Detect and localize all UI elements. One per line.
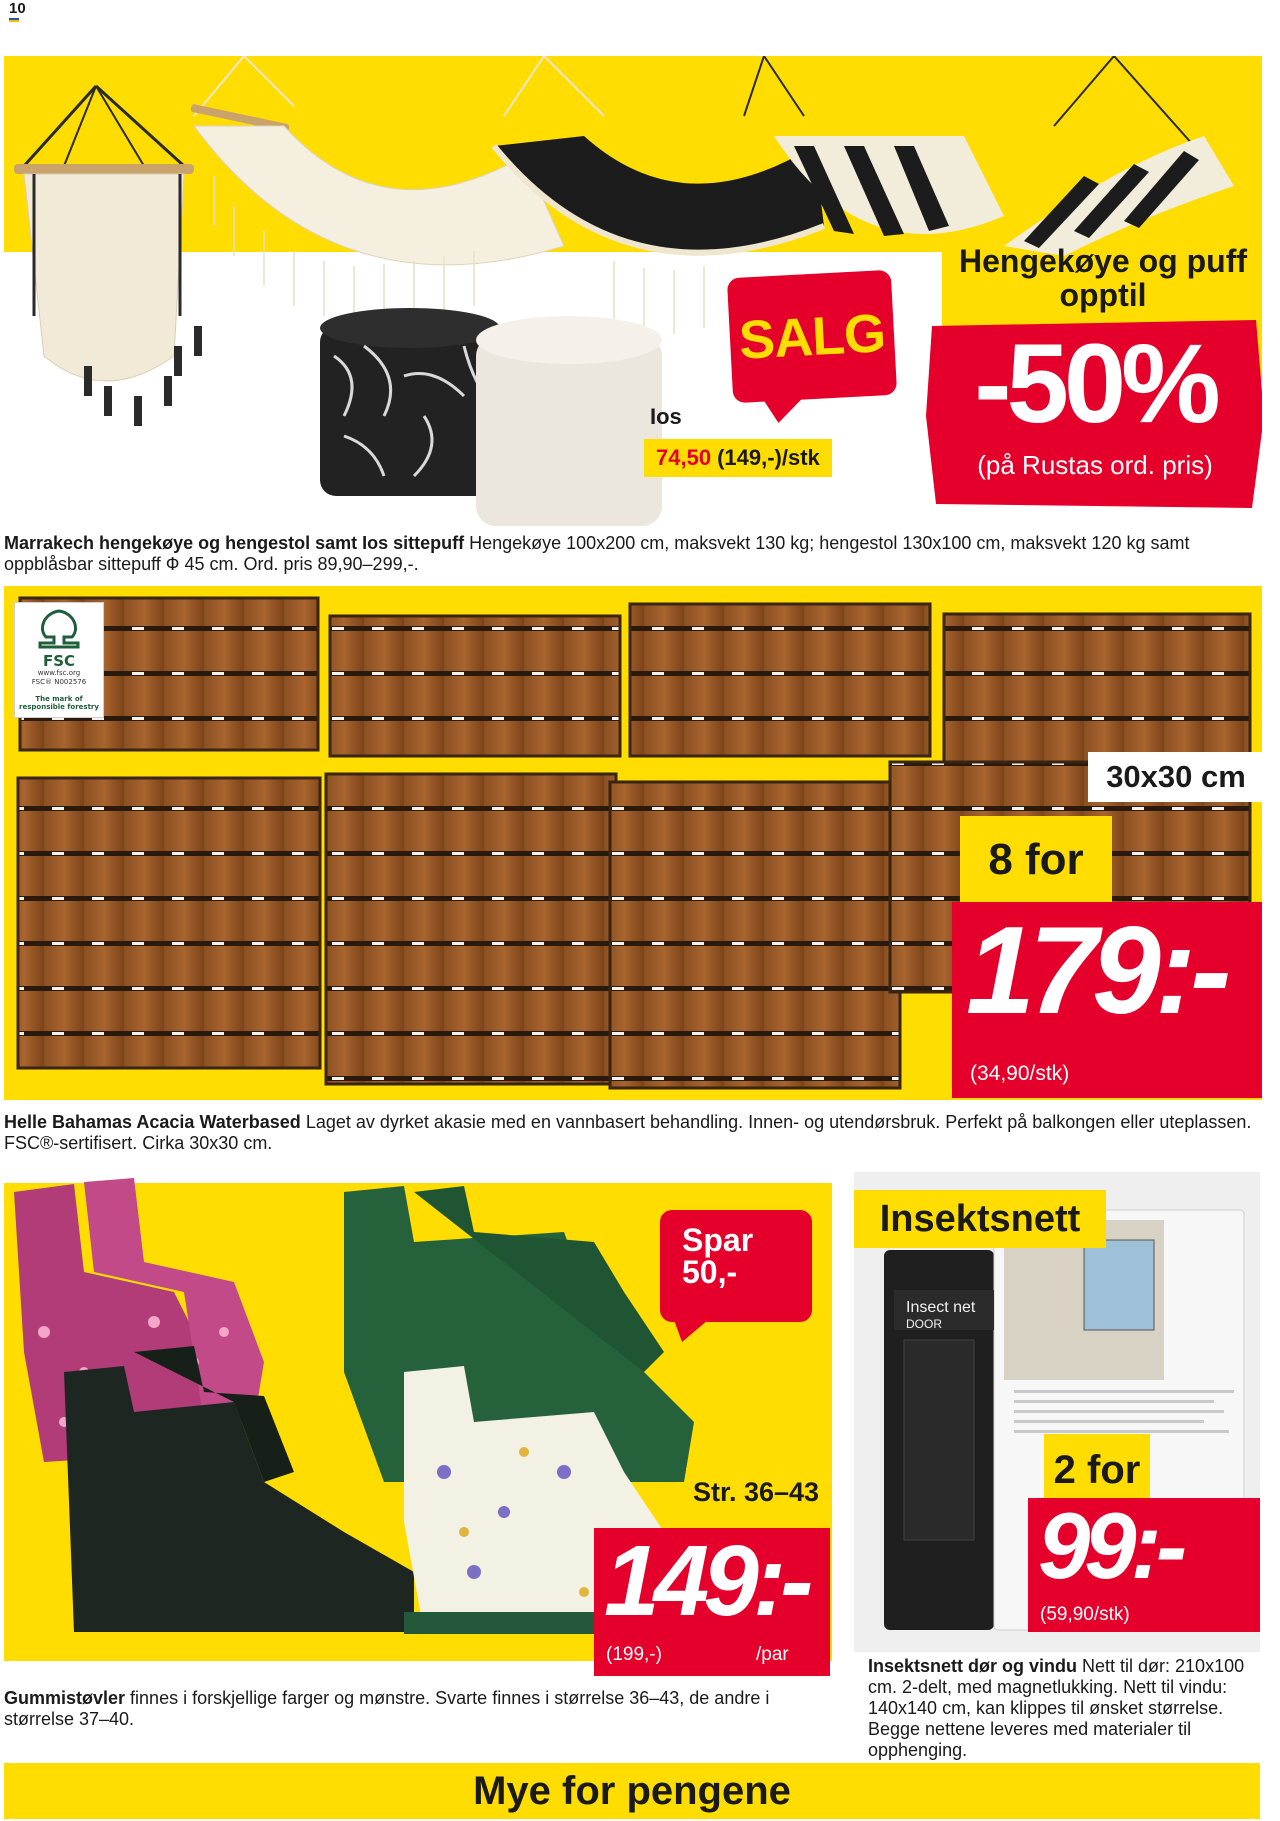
footer-banner: Mye for pengene [4, 1763, 1260, 1819]
insect-multi-tag: 2 for [1044, 1434, 1150, 1506]
fsc-mark: The mark of responsible forestry [15, 695, 103, 711]
tile-multi-tag: 8 for [960, 816, 1112, 904]
flag-icon [9, 18, 19, 22]
hammock-hero [4, 56, 1262, 530]
discount-badge [926, 320, 1262, 510]
ios-price-tag [644, 439, 832, 477]
tile-price: 179:- [966, 902, 1226, 1040]
hammock-description [4, 533, 1260, 575]
fsc-title: FSC [42, 652, 76, 670]
page-number-text: 10 [9, 0, 26, 17]
deck-description-title: Helle Bahamas Acacia Waterbased [4, 1112, 301, 1132]
insect-description [868, 1656, 1260, 1761]
salg-text: SALG [737, 302, 887, 371]
boots-unit: /par [756, 1644, 789, 1665]
boots-description-title: Gummistøvler [4, 1688, 126, 1708]
boots-size-tag: Str. 36–43 [686, 1468, 826, 1516]
boots-description-body: finnes i forskjellige farger og mønstre. Svarte finnes i størrelse 36–43, de andre i størrelse 37–40. [4, 1688, 770, 1729]
fsc-code: FSC® N002576 [31, 678, 87, 686]
boots-old-price: (199,-) [606, 1644, 662, 1665]
insect-title: Insektsnett [854, 1190, 1106, 1248]
boots-price-tag [594, 1525, 830, 1676]
hammock-description-title: Marrakech hengekøye og hengestol samt Ios sittepuff [4, 533, 465, 553]
salg-badge [727, 270, 897, 403]
fsc-logo [14, 602, 104, 718]
boots-price: 149:- [604, 1525, 808, 1637]
spar-line1: Spar [682, 1222, 754, 1258]
insect-unit-price: (59,90/stk) [1040, 1604, 1130, 1625]
fsc-site: www.fsc.org [37, 669, 81, 677]
boots-description [4, 1688, 824, 1730]
insect-description-title: Insektsnett dør og vindu [868, 1656, 1078, 1676]
tile-price-tag [952, 902, 1262, 1098]
deck-description [4, 1112, 1260, 1154]
insect-price-tag [1028, 1493, 1260, 1632]
promo-headline: Hengekøye og puff opptil [958, 243, 1247, 313]
ios-sale-price: 74,50 [656, 445, 712, 470]
deck-description-body: Laget av dyrket akasie med en vannbasert behandling. Innen- og utendørsbruk. Perfekt på balkongen eller uteplassen. FSC®-sertifisert. Cirka 30x30 cm. [4, 1112, 1252, 1153]
hammock-description-body: Hengekøye 100x200 cm, maksvekt 130 kg; hengestol 130x100 cm, maksvekt 120 kg samt oppblåsbar sittepuff Ф 45 cm. Ord. pris 89,90–299,-. [4, 533, 1190, 574]
fsc-tree-icon [32, 609, 86, 653]
tile-unit-price: (34,90/stk) [970, 1062, 1070, 1085]
ios-product-name: Ios [650, 404, 682, 429]
discount-value: -50% [974, 321, 1216, 446]
spar-badge [660, 1210, 812, 1322]
ios-price-rest: (149,-)/stk [717, 445, 820, 470]
insect-description-body: Nett til dør: 210x100 cm. 2-delt, med magnetlukking. Nett til vindu: 140x140 cm, kan klippes til ønsket størrelse. Begge nettene leveres med materialer til opphenging. [868, 1656, 1245, 1760]
insect-package-label: Insect net [906, 1299, 976, 1316]
discount-note: (på Rustas ord. pris) [977, 450, 1213, 480]
spar-line2: 50,- [682, 1254, 738, 1290]
page-number [9, 0, 26, 22]
insect-package-sub: DOOR [906, 1317, 942, 1331]
insect-price: 99:- [1038, 1493, 1182, 1598]
tile-size-tag: 30x30 cm [1088, 752, 1264, 802]
